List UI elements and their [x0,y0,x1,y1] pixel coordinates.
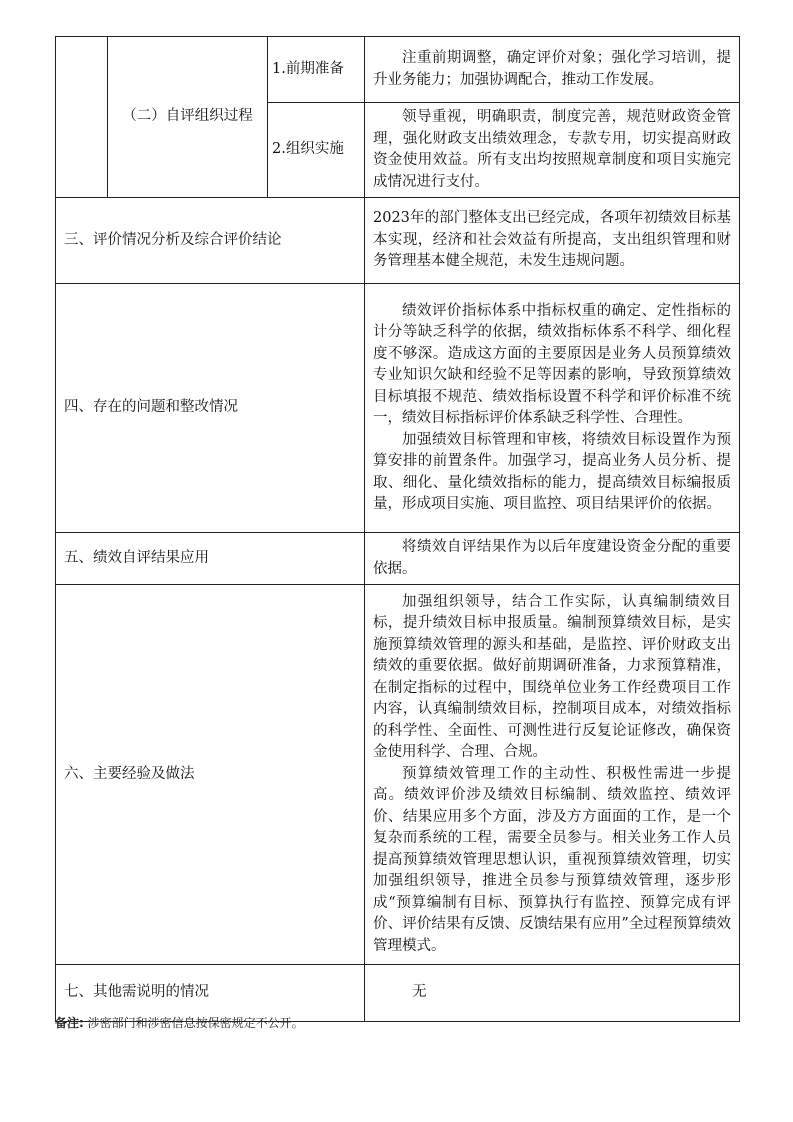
step1-text-cell [365,37,740,103]
footnote [55,1014,304,1031]
section3-label-cell [56,198,365,284]
sub-label-cell [108,37,268,198]
section6-label: 六、主要经验及做法 [64,765,195,782]
step1-text: 注重前期调整，确定评价对象；强化学习培训，提升业务能力；加强协调配合，推动工作发展。 [373,50,731,88]
evaluation-table [55,36,740,1022]
section6-para1: 加强组织领导，结合工作实际，认真编制绩效目标，提升绩效目标申报质量。编制预算绩效目标，是实施预算绩效管理的源头和基础，是监控、评价财政支出绩效的重要依据。做好前期调研准备，力求预算精准，在制定指标的过程中，围绕单位业务工作经费项目工作内容，认真编制绩效目标，控制项目成本，对绩效指标的科学性、全面性、可测性进行反复论证修改，确保资金使用科学、合理、合规。 [373,593,731,761]
section3-label: 三、评价情况分析及综合评价结论 [64,231,282,248]
section5-text-cell [365,533,740,585]
section7-label-cell [56,965,365,1022]
step2-text: 领导重视，明确职责，制度完善，规范财政资金管理，强化财政支出绩效理念，专款专用，切实提高财政资金使用效益。所有支出均按照规章制度和项目实施完成情况进行支付。 [373,109,731,190]
section6-text-cell [365,585,740,965]
section7-text: 无 [412,984,427,1001]
section5-label-cell [56,533,365,585]
step2-text-cell [365,103,740,198]
section3-text: 2023年的部门整体支出已经完成，各项年初绩效目标基本实现，经济和社会效益有所提高，支出组织管理和财务管理基本健全规范，未发生违规问题。 [373,210,731,270]
row-section3 [56,198,740,284]
blank-cell [56,37,108,198]
footnote-text: 涉密部门和涉密信息按保密规定不公开。 [87,1016,304,1030]
row-prep-step1 [56,37,740,103]
step1-label-cell [268,37,365,103]
section3-text-cell [365,198,740,284]
section4-para2: 加强绩效目标管理和审核，将绩效目标设置作为预算安排的前置条件。加强学习，提高业务人员分析、提取、细化、量化绩效指标的能力，提高绩效目标编报质量，形成项目实施、项目监控、项目结果评价的依据。 [373,431,731,512]
section5-label: 五、绩效自评结果应用 [64,549,209,566]
step2-label: 2.组织实施 [272,141,344,158]
row-section4 [56,284,740,533]
step1-label: 1.前期准备 [272,60,344,77]
section7-label: 七、其他需说明的情况 [64,984,209,1001]
step2-label-cell [268,103,365,198]
section4-para1: 绩效评价指标体系中指标权重的确定、定性指标的计分等缺乏科学的依据，绩效指标体系不科学、细化程度不够深。造成这方面的主要原因是业务人员预算绩效专业知识欠缺和经验不足等因素的影响，导致预算绩效目标填报不规范、绩效指标设置不科学和评价标准不统一，绩效目标指标评价体系缺乏科学性、合理性。 [373,302,731,426]
section4-label: 四、存在的问题和整改情况 [64,399,238,416]
row-section5 [56,533,740,585]
row-section6 [56,585,740,965]
section6-para2: 预算绩效管理工作的主动性、积极性需进一步提高。绩效评价涉及绩效目标编制、绩效监控、绩效评价、结果应用多个方面，涉及方方面面的工作，是一个复杂而系统的工程，需要全员参与。相关业务工作人员提高预算绩效管理思想认识，重视预算绩效管理，切实加强组织领导，推进全员参与预算绩效管理，逐步形成“预算编制有目标、预算执行有监控、预算完成有评价、评价结果有反馈、反馈结果有应用”全过程预算绩效管理模式。 [373,765,731,954]
section5-text: 将绩效自评结果作为以后年度建设资金分配的重要依据。 [373,539,731,577]
section7-text-cell [365,965,740,1022]
section4-label-cell [56,284,365,533]
row-section7 [56,965,740,1022]
footnote-label: 备注: [55,1016,84,1030]
sub-label: （二）自评组织过程 [122,108,253,125]
section4-text-cell [365,284,740,533]
section6-label-cell [56,585,365,965]
